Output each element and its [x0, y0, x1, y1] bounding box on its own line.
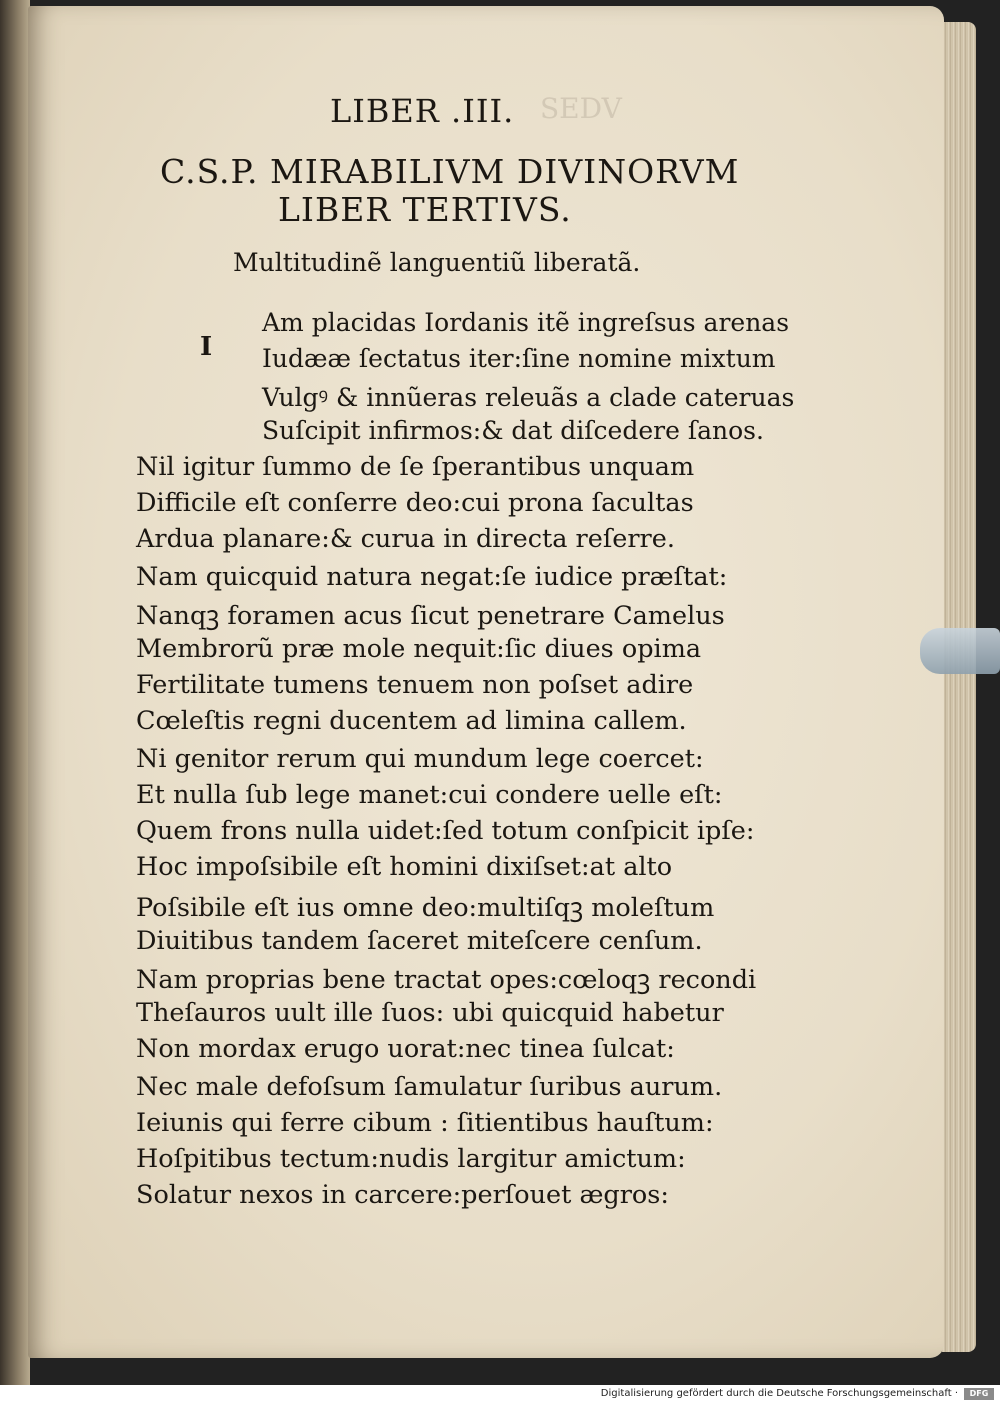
verse-line: Nam quicquid natura negat:ſe iudice præſtat:	[136, 562, 728, 592]
bookmark-tab	[920, 628, 1000, 674]
footer-bar	[0, 1385, 1000, 1403]
chapter-subtitle: Multitudinẽ languentiũ liberatã.	[233, 248, 641, 277]
indented-line-1: Am placidas Iordanis itẽ ingreſsus arenas	[262, 308, 790, 337]
page-fore-edges	[942, 22, 976, 1352]
verse-line: Fertilitate tumens tenuem non poſset adire	[136, 670, 694, 700]
running-head: LIBER .III.	[330, 92, 515, 130]
verse-line: Membrorũ præ mole nequit:ſic diues opima	[136, 634, 702, 664]
verse-line: Ardua planare:& curua in directa reſerre.	[136, 524, 675, 554]
title-line-1: C.S.P. MIRABILIVM DIVINORVM	[160, 152, 740, 191]
initial-letter: I	[200, 332, 213, 362]
verse-line: Hoſpitibus tectum:nudis largitur amictum:	[136, 1144, 686, 1174]
verse-line: Poſsibile eſt ius omne deo:multiſqꝫ moleſtum	[136, 893, 715, 923]
verse-line: Nec male defoſsum ſamulatur ſuribus aurum.	[136, 1072, 723, 1102]
verse-line: Nanqꝫ foramen acus ſicut penetrare Camelus	[136, 601, 725, 631]
verse-line: Theſauros uult ille ſuos: ubi quicquid habetur	[136, 998, 724, 1028]
indented-line-2: Iudææ ſectatus iter:ſine nomine mixtum	[262, 344, 776, 373]
verse-line: Et nulla ſub lege manet:cui condere uelle eſt:	[136, 780, 723, 810]
indented-line-3: Vulgꝰ & innũeras releuãs a clade cateruas	[262, 383, 795, 412]
indented-line-4: Suſcipit infirmos:& dat diſcedere ſanos.	[262, 416, 764, 445]
verse-line: Diuitibus tandem ſaceret miteſcere cenſum.	[136, 926, 703, 956]
verse-line: Ni genitor rerum qui mundum lege coercet:	[136, 744, 704, 774]
dfg-logo: DFG	[964, 1388, 994, 1400]
verse-line: Quem frons nulla uidet:ſed totum conſpicit ipſe:	[136, 816, 755, 846]
verse-line: Nil igitur ſummo de ſe ſperantibus unquam	[136, 452, 695, 482]
verse-line: Nam proprias bene tractat opes:cœloqꝫ recondi	[136, 965, 757, 995]
left-page-edge	[0, 0, 30, 1385]
verse-line: Difficile eſt conſerre deo:cui prona ſacultas	[136, 488, 694, 518]
verse-line: Hoc impoſsibile eſt homini dixiſset:at alto	[136, 852, 673, 882]
funding-credit: Digitalisierung gefördert durch die Deutsche Forschungsgemeinschaft ·	[600, 1388, 958, 1399]
show-through: SEDV	[540, 92, 622, 125]
verse-line: Cœleſtis regni ducentem ad limina callem.	[136, 706, 687, 736]
verse-line: Non mordax erugo uorat:nec tinea ſulcat:	[136, 1034, 675, 1064]
title-line-2: LIBER TERTIVS.	[278, 190, 572, 229]
verse-line: Ieiunis qui ferre cibum : ſitientibus hauſtum:	[136, 1108, 714, 1138]
verse-line: Solatur nexos in carcere:perſouet ægros:	[136, 1180, 669, 1210]
